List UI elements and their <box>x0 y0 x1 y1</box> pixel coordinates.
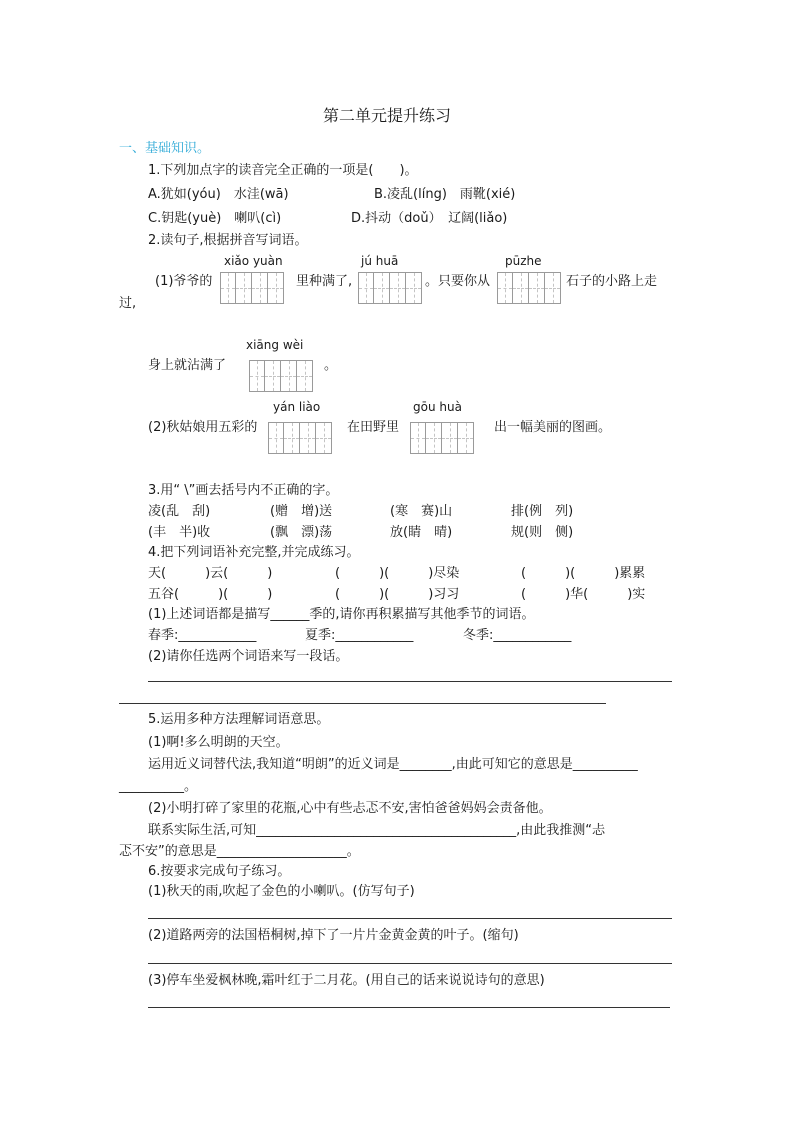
q6-stem: 6.按要求完成句子练习。 <box>148 864 291 879</box>
q5-sub2-answer[interactable]: 忑不安”的意思是____________________。 <box>119 844 360 859</box>
answer-grid-juhua[interactable] <box>358 272 422 304</box>
q2-s1-text: 过, <box>119 296 137 311</box>
q3-item[interactable]: 放(睛 晴) <box>390 525 453 540</box>
q2-s1-text: 身上就沾满了 <box>148 358 227 373</box>
pinyin-juhua: jú huā <box>361 254 399 268</box>
q4-summer[interactable]: 夏季:____________ <box>305 628 414 643</box>
answer-grid-yanliao[interactable] <box>268 422 332 454</box>
q4-sub1: (1)上述词语都是描写______季的,请你再积累描写其他季节的词语。 <box>148 607 535 622</box>
answer-grid-gouhua[interactable] <box>410 422 474 454</box>
q2-s1-text: (1)爷爷的 <box>155 274 213 289</box>
q3-stem: 3.用“ \”画去括号内不正确的字。 <box>148 483 339 498</box>
q4-spring[interactable]: 春季:____________ <box>148 628 257 643</box>
answer-grid-xiangwei[interactable] <box>249 360 313 392</box>
q3-item[interactable]: (赠 增)送 <box>270 504 333 519</box>
q4-idiom[interactable]: 五谷( )( ) <box>148 587 273 602</box>
q5-sub1-answer[interactable]: 运用近义词替代法,我知道“明朗”的近义词是________,由此可知它的意思是__________ <box>148 757 638 772</box>
q5-stem: 5.运用多种方法理解词语意思。 <box>148 712 330 727</box>
q1-option-d[interactable]: D.抖动（doǔ） 辽阔(liǎo) <box>351 211 508 226</box>
section-heading: 一、基础知识。 <box>119 141 211 156</box>
q3-item[interactable]: (寒 赛)山 <box>390 504 453 519</box>
q3-item[interactable]: (丰 半)收 <box>148 525 211 540</box>
pinyin-puzhe: pūzhe <box>505 254 542 268</box>
q2-s2-text: 在田野里 <box>347 420 400 435</box>
q4-stem: 4.把下列词语补充完整,并完成练习。 <box>148 545 360 560</box>
q5-sub2: (2)小明打碎了家里的花瓶,心中有些忐忑不安,害怕爸爸妈妈会责备他。 <box>148 801 552 816</box>
q4-sub2: (2)请你任选两个词语来写一段话。 <box>148 649 349 664</box>
q4-idiom[interactable]: ( )( )习习 <box>335 587 460 602</box>
q1-option-a[interactable]: A.犹如(yóu) 水洼(wā) <box>148 187 289 202</box>
q4-idiom[interactable]: ( )( )累累 <box>521 566 646 581</box>
q6-sub1: (1)秋天的雨,吹起了金色的小喇叭。(仿写句子) <box>148 884 415 899</box>
q4-winter[interactable]: 冬季:____________ <box>463 628 572 643</box>
answer-line[interactable] <box>148 681 672 682</box>
q6-sub2: (2)道路两旁的法国梧桐树,掉下了一片片金黄金黄的叶子。(缩句) <box>148 928 519 943</box>
q4-idiom[interactable]: 天( )云( ) <box>148 566 273 581</box>
answer-line[interactable] <box>119 703 606 704</box>
q2-s1-text: 。只要你从 <box>425 274 491 289</box>
q4-idiom[interactable]: ( )( )尽染 <box>335 566 460 581</box>
q2-s1-text: 里种满了, <box>296 274 353 289</box>
pinyin-xiaoyuan: xiǎo yuàn <box>224 254 283 268</box>
q2-stem: 2.读句子,根据拼音写词语。 <box>148 233 308 248</box>
q3-item[interactable]: 凌(乱 刮) <box>148 504 211 519</box>
answer-grid-xiaoyuan[interactable] <box>220 272 284 304</box>
q2-s2-text: 出一幅美丽的图画。 <box>494 420 612 435</box>
q1-option-c[interactable]: C.钥匙(yuè) 喇叭(cì) <box>148 211 282 226</box>
q5-sub1: (1)啊!多么明朗的天空。 <box>148 735 289 750</box>
q3-item[interactable]: 排(例 列) <box>511 504 574 519</box>
answer-line[interactable] <box>148 963 672 964</box>
pinyin-xiangwei: xiāng wèi <box>246 338 304 352</box>
answer-line[interactable] <box>148 918 672 919</box>
q5-sub1-answer[interactable]: __________。 <box>119 779 198 794</box>
q5-sub2-answer[interactable]: 联系实际生活,可知________________________________________,由此我推测“忐 <box>148 823 605 838</box>
pinyin-yanliao: yán liào <box>273 400 321 414</box>
q2-s2-text: (2)秋姑娘用五彩的 <box>148 420 258 435</box>
answer-line[interactable] <box>148 1007 670 1008</box>
q2-s1-text: 石子的小路上走 <box>566 274 658 289</box>
q1-stem: 1.下列加点字的读音完全正确的一项是( )。 <box>148 163 418 178</box>
q3-item[interactable]: (飘 漂)荡 <box>270 525 333 540</box>
q3-item[interactable]: 规(则 侧) <box>511 525 574 540</box>
answer-grid-puzhe[interactable] <box>497 272 561 304</box>
page-title: 第二单元提升练习 <box>323 106 452 125</box>
q6-sub3: (3)停车坐爱枫林晚,霜叶红于二月花。(用自己的话来说说诗句的意思) <box>148 973 545 988</box>
q1-option-b[interactable]: B.凌乱(líng) 雨靴(xié) <box>374 187 516 202</box>
q2-s1-text: 。 <box>324 358 338 373</box>
q4-idiom[interactable]: ( )华( )实 <box>521 587 646 602</box>
pinyin-gouhua: gōu huà <box>413 400 462 414</box>
